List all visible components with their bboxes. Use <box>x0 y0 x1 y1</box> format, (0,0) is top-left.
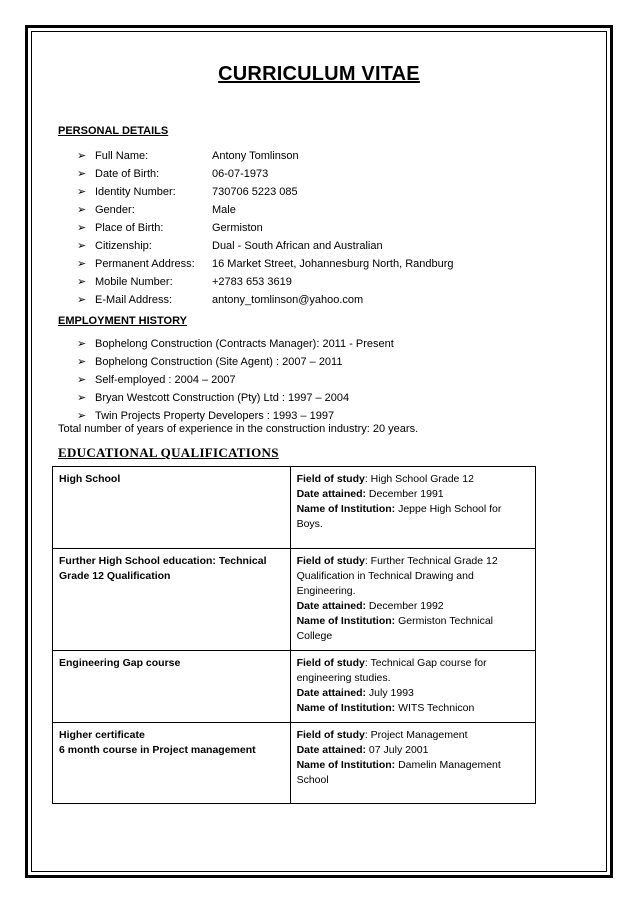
qualification-cell <box>53 467 291 549</box>
field-of-study-label: Field of study <box>296 555 365 567</box>
qualification-details-cell <box>290 467 535 549</box>
detail-label: Mobile Number: <box>95 276 173 288</box>
qualification-name-line2: Grade 12 Qualification <box>59 570 171 582</box>
field-of-study-label: Field of study <box>296 473 365 485</box>
detail-label: Place of Birth: <box>95 222 164 234</box>
qualification-name: Further High School education: Technical <box>59 555 267 567</box>
qualification-cell <box>53 723 291 804</box>
qualification-cell <box>53 651 291 723</box>
field-sep: : <box>364 657 368 669</box>
arrow-bullet-icon: ➢ <box>77 240 87 252</box>
institution <box>297 758 529 788</box>
qualification-details-cell <box>290 723 535 804</box>
field-of-study-label: Field of study <box>296 657 365 669</box>
qualification-name-line2: 6 month course in Project management <box>59 744 256 756</box>
field-of-study <box>297 728 529 743</box>
table-row <box>53 467 536 549</box>
detail-value: 16 Market Street, Johannesburg North, Randburg <box>212 258 454 270</box>
detail-value: 06-07-1973 <box>212 168 269 180</box>
arrow-bullet-icon: ➢ <box>77 186 87 198</box>
qualification-name: Engineering Gap course <box>59 657 181 669</box>
field-of-study-value: Technical Gap course for engineering studies. <box>296 657 487 684</box>
date-attained-value: July 1993 <box>366 687 414 699</box>
date-attained-label: Date attained: <box>296 600 367 612</box>
detail-label: Identity Number: <box>95 186 176 198</box>
arrow-bullet-icon: ➢ <box>77 204 87 216</box>
detail-label: E-Mail Address: <box>95 294 173 306</box>
arrow-bullet-icon: ➢ <box>77 374 87 386</box>
detail-value: Antony Tomlinson <box>212 150 299 162</box>
institution-value: Germiston Technical College <box>296 615 494 642</box>
education-table <box>52 466 536 804</box>
detail-value: +2783 653 3619 <box>212 276 292 288</box>
date-attained <box>297 686 529 701</box>
date-attained-label: Date attained: <box>296 488 367 500</box>
field-sep: : <box>364 555 368 567</box>
date-attained-value: 07 July 2001 <box>366 744 429 756</box>
date-attained <box>297 599 529 614</box>
qualification-details-cell <box>290 651 535 723</box>
detail-label: Citizenship: <box>95 240 152 252</box>
qualification-details-cell <box>290 549 535 651</box>
institution <box>297 701 529 716</box>
date-attained-label: Date attained: <box>296 744 367 756</box>
employment-entry: Bophelong Construction (Contracts Manager): 2011 - Present <box>95 338 394 350</box>
detail-label: Permanent Address: <box>95 258 195 270</box>
date-attained-value: December 1992 <box>366 600 444 612</box>
institution-value: Damelin Management School <box>296 759 501 786</box>
institution <box>297 502 529 532</box>
arrow-bullet-icon: ➢ <box>77 258 87 270</box>
detail-value: Dual - South African and Australian <box>212 240 383 252</box>
field-of-study <box>297 656 529 686</box>
qualification-cell <box>53 549 291 651</box>
detail-value: 730706 5223 085 <box>212 186 298 198</box>
arrow-bullet-icon: ➢ <box>77 410 87 422</box>
arrow-bullet-icon: ➢ <box>77 392 87 404</box>
detail-label: Date of Birth: <box>95 168 160 180</box>
field-of-study-value: Project Management <box>367 729 468 741</box>
qualification-name: High School <box>59 473 121 485</box>
date-attained-label: Date attained: <box>296 687 367 699</box>
total-experience-text: Total number of years of experience in the construction industry: 20 years. <box>58 423 419 435</box>
institution <box>297 614 529 644</box>
table-row <box>53 549 536 651</box>
table-row <box>53 723 536 804</box>
employment-entry: Twin Projects Property Developers : 1993 – 1997 <box>95 410 335 422</box>
detail-value: Germiston <box>212 222 263 234</box>
institution-label: Name of Institution: <box>296 702 396 714</box>
detail-value: Male <box>212 204 236 216</box>
employment-entry: Bryan Westcott Construction (Pty) Ltd : 1997 – 2004 <box>95 392 350 404</box>
employment-entry: Bophelong Construction (Site Agent) : 2007 – 2011 <box>95 356 343 368</box>
date-attained-value: December 1991 <box>366 488 444 500</box>
institution-value: WITS Technicon <box>395 702 475 714</box>
table-row <box>53 651 536 723</box>
qualification-name: Higher certificate <box>59 729 145 741</box>
field-of-study <box>297 472 529 487</box>
field-of-study-value: High School Grade 12 <box>367 473 474 485</box>
field-sep: : <box>364 729 368 741</box>
email-value: antony_tomlinson@yahoo.com <box>212 294 364 306</box>
arrow-bullet-icon: ➢ <box>77 276 87 288</box>
field-of-study <box>297 554 529 599</box>
arrow-bullet-icon: ➢ <box>77 150 87 162</box>
arrow-bullet-icon: ➢ <box>77 356 87 368</box>
detail-label: Full Name: <box>95 150 149 162</box>
arrow-bullet-icon: ➢ <box>77 168 87 180</box>
document-title: CURRICULUM VITAE <box>218 63 420 85</box>
personal-details-heading: PERSONAL DETAILS <box>58 125 169 137</box>
institution-label: Name of Institution: <box>296 759 396 771</box>
employment-history-heading: EMPLOYMENT HISTORY <box>58 315 187 327</box>
arrow-bullet-icon: ➢ <box>77 294 87 306</box>
field-of-study-value: Further Technical Grade 12 Qualification in Technical Drawing and Engineering. <box>296 555 498 597</box>
institution-label: Name of Institution: <box>296 503 396 515</box>
field-of-study-label: Field of study <box>296 729 365 741</box>
arrow-bullet-icon: ➢ <box>77 222 87 234</box>
date-attained <box>297 743 529 758</box>
field-sep: : <box>364 473 368 485</box>
education-heading: EDUCATIONAL QUALIFICATIONS <box>58 445 279 460</box>
arrow-bullet-icon: ➢ <box>77 338 87 350</box>
institution-label: Name of Institution: <box>296 615 396 627</box>
employment-entry: Self-employed : 2004 – 2007 <box>95 374 236 386</box>
institution-value: Jeppe High School for Boys. <box>296 503 502 530</box>
detail-label: Gender: <box>95 204 135 216</box>
date-attained <box>297 487 529 502</box>
